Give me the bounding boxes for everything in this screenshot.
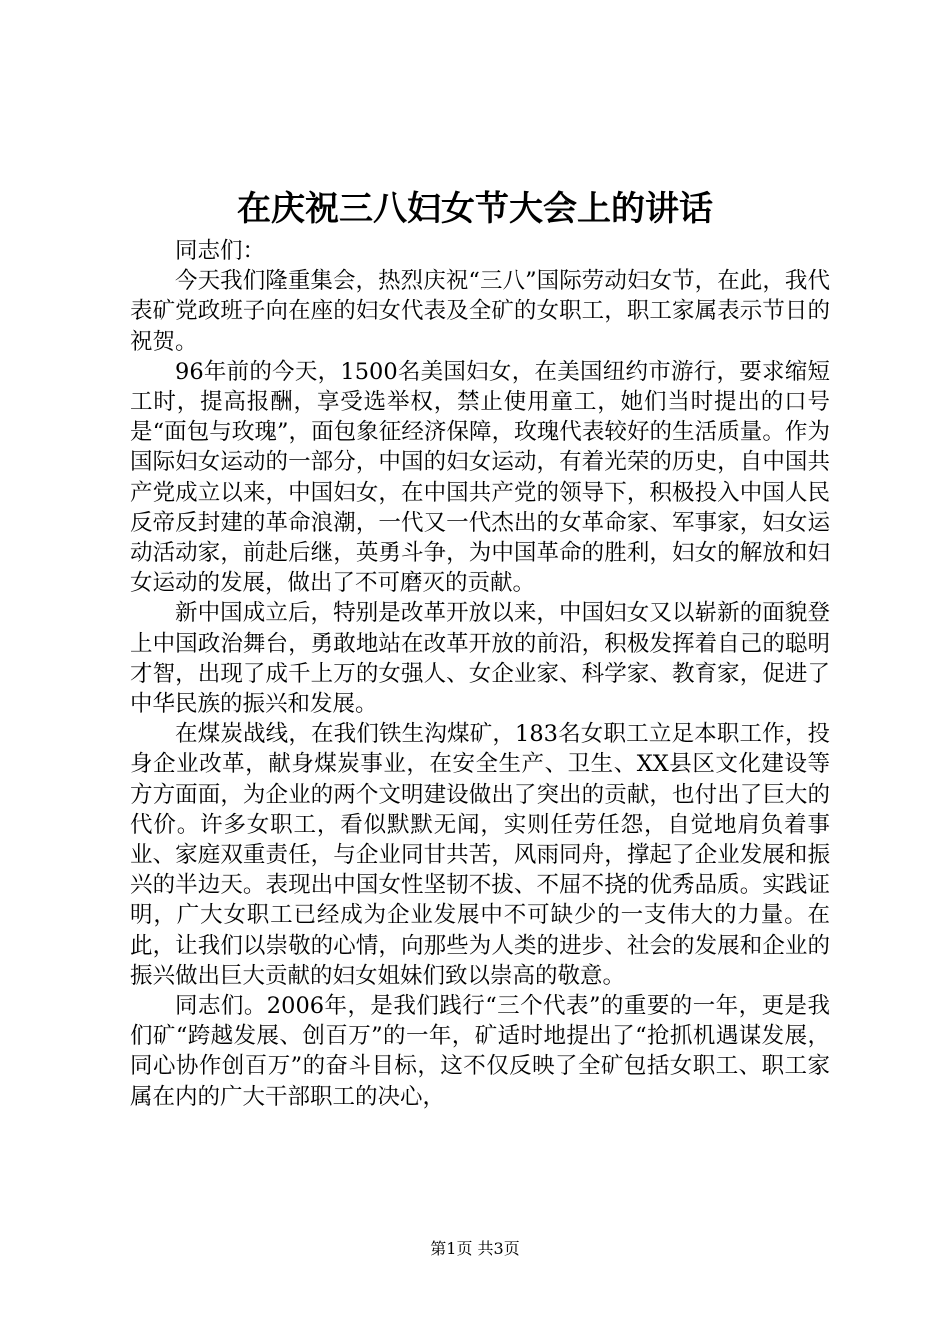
page-number-footer: 第1页 共3页 — [430, 1239, 520, 1258]
body-paragraph: 同志们。2006年，是我们践行“三个代表”的重要的一年，更是我们矿“跨越发展、创百万”的一年，矿适时地提出了“抢抓机遇谋发展，同心协作创百万”的奋斗目标，这不仅反映了全矿包括女职工、职工家属在内的广大干部职工的决心， — [130, 993, 830, 1110]
body-paragraph: 新中国成立后，特别是改革开放以来，中国妇女又以崭新的面貌登上中国政治舞台，勇敢地站在改革开放的前沿，积极发挥着自己的聪明才智，出现了成千上万的女强人、女企业家、科学家、教育家，促进了中华民族的振兴和发展。 — [130, 600, 830, 718]
document-title: 在庆祝三八妇女节大会上的讲话 — [237, 189, 713, 229]
body-paragraph: 今天我们隆重集会，热烈庆祝“三八”国际劳动妇女节，在此，我代表矿党政班子向在座的妇女代表及全矿的女职工，职工家属表示节日的祝贺。 — [130, 268, 830, 355]
document-body — [130, 236, 830, 1112]
body-paragraph: 在煤炭战线，在我们铁生沟煤矿，183名女职工立足本职工作，投身企业改革，献身煤炭事业，在安全生产、卫生、XX县区文化建设等方方面面，为企业的两个文明建设做出了突出的贡献，也付出了巨大的代价。许多女职工，看似默默无闻，实则任劳任怨，自觉地肩负着事业、家庭双重责任，与企业同甘共苦，风雨同舟，撑起了企业发展和振兴的半边天。表现出中国女性坚韧不拔、不屈不挠的优秀品质。实践证明，广大女职工已经成为企业发展中不可缺少的一支伟大的力量。在此，让我们以崇敬的心情，向那些为人类的进步、社会的发展和企业的振兴做出巨大贡献的妇女姐妹们致以崇高的敬意。 — [130, 721, 830, 989]
salutation-paragraph: 同志们： — [175, 238, 266, 264]
body-paragraph: 96年前的今天，1500名美国妇女，在美国纽约市游行，要求缩短工时，提高报酬，享受选举权，禁止使用童工，她们当时提出的口号是“面包与玫瑰”，面包象征经济保障，玫瑰代表较好的生活质量。作为国际妇女运动的一部分，中国的妇女运动，有着光荣的历史，自中国共产党成立以来，中国妇女，在中国共产党的领导下，积极投入中国人民反帝反封建的革命浪潮，一代又一代杰出的女革命家、军事家，妇女运动活动家，前赴后继，英勇斗争，为中国革命的胜利，妇女的解放和妇女运动的发展，做出了不可磨灭的贡献。 — [130, 358, 830, 597]
